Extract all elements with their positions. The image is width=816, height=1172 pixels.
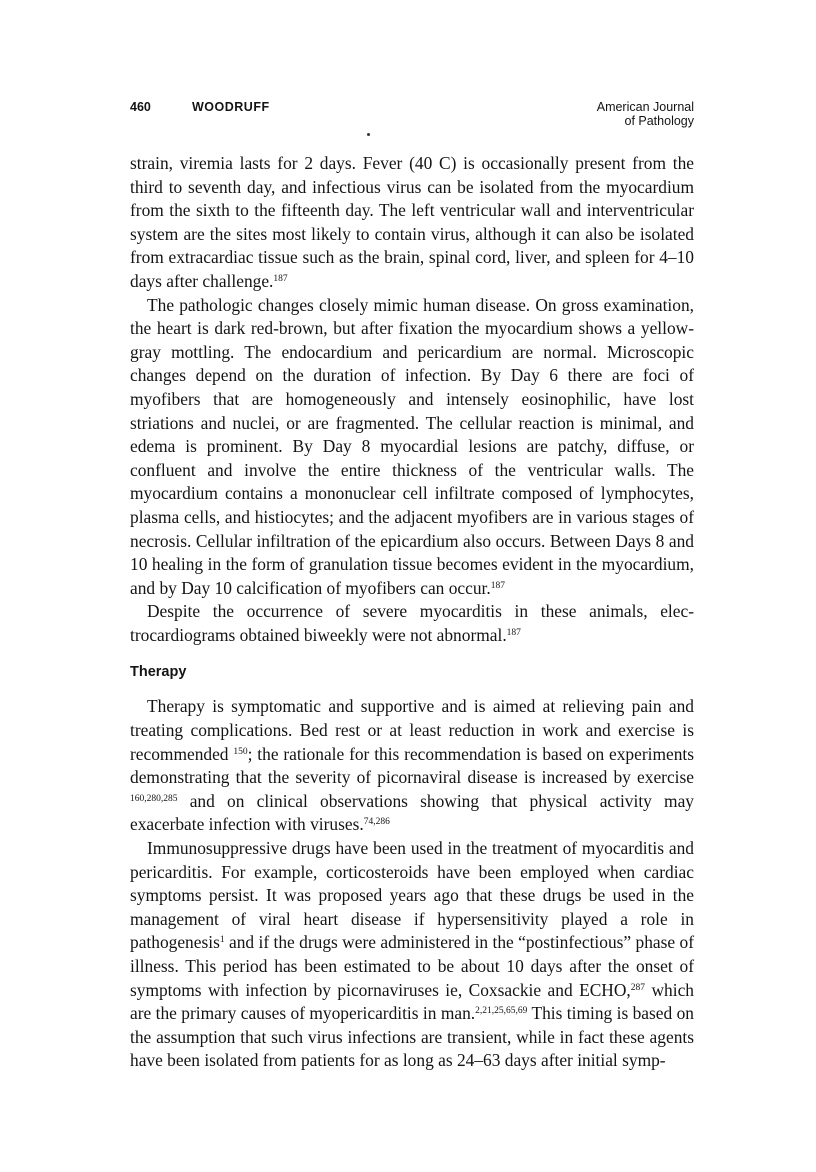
paragraph-text: Therapy is symptomatic and supportive and is aimed at relieving pain and treating complications. Bed rest or at least reduction in work and exercise is recommended: [130, 696, 694, 764]
paragraph-viremia: [130, 152, 694, 294]
reference-superscript: 187: [506, 627, 521, 638]
journal-name: [597, 100, 694, 128]
paragraph-electrocardiograms: [130, 600, 694, 647]
running-header: [130, 100, 694, 142]
journal-page: [130, 100, 695, 1071]
paragraph-immunosuppressive: [130, 837, 694, 1073]
speck-mark: [367, 133, 370, 136]
reference-superscript: 74,286: [363, 817, 390, 828]
section-heading-therapy: Therapy: [130, 664, 187, 681]
reference-superscript: 160,280,285: [130, 793, 178, 804]
paragraph-text: and if the drugs were administered in the “postinfectious” phase of illness. This period has been estimated to be about 10 days after the onset of symptoms with infection by picornaviruses ie, Coxsackie and ECHO,: [130, 932, 694, 1000]
reference-superscript: 187: [490, 580, 505, 591]
reference-superscript: 1: [219, 935, 225, 946]
paragraph-text: and on clinical observations showing that physical activity may exacerbate infection with viruses.: [130, 790, 694, 835]
reference-superscript: 2,21,25,65,69: [475, 1006, 528, 1017]
paragraph-text: Immunosuppressive drugs have been used in the treatment of myocarditis and pericarditis. For example, corticosteroids have been employed when cardiac symptoms persist. It was proposed years ago that these drugs be used in the management of viral heart disease if hypersensitivity played a role in pathogenesis: [130, 838, 694, 953]
running-author: WOODRUFF: [192, 100, 270, 114]
page-number: 460: [130, 100, 151, 114]
paragraph-text: Despite the occurrence of severe myocarditis in these animals, electrocardiograms obtained biweekly were not abnormal.: [130, 601, 694, 645]
paragraph-text: This timing is based on the assumption that such virus infections are transient, while in fact these agents have been isolated from patients for as long as 24–63 days after initial symp-: [130, 1003, 695, 1071]
paragraph-pathologic-changes: [130, 294, 694, 601]
reference-superscript: 150: [233, 746, 248, 757]
reference-superscript: 287: [630, 982, 646, 993]
paragraph-text: ; the rationale for this recommendation is based on experiments demonstrating that the severity of picornaviral disease is increased by exercise: [130, 743, 694, 788]
reference-superscript: 187: [273, 273, 288, 284]
journal-name-line2: of Pathology: [624, 114, 694, 128]
paragraph-text: The pathologic changes closely mimic human disease. On gross examination, the heart is dark red-brown, but after fixation the myocardium shows a yellow-gray mottling. The endocardium and pericardium are normal. Microscopic changes depend on the duration of infection. By Day 6 there are foci of myofibers that are homogeneously and intensely eosinophilic, have lost striations and nuclei, or are fragmented. The cellular reaction is minimal, and edema is prominent. By Day 8 myocardial lesions are patchy, diffuse, or confluent and involve the entire thickness of the ventricular walls. The myocardium contains a mononuclear cell infiltrate composed of lymphocytes, plasma cells, and histiocytes; and the adjacent myofibers are in various stages of necrosis. Cellular infiltration of the epicardium also occurs. Between Days 8 and 10 healing in the form of granulation tissue becomes evident in the myocardium, and by Day 10 calcification of myofibers can occur.: [130, 294, 694, 598]
paragraph-text: strain, viremia lasts for 2 days. Fever (40 C) is occasionally present from the third to seventh day, and infectious virus can be isolated from the myocardium from the sixth to the fifteenth day. The left ventricular wall and interventricular system are the sites most likely to contain virus, although it can also be isolated from extracardiac tissue such as the brain, spinal cord, liver, and spleen for 4–10 days after challenge.: [130, 153, 694, 291]
article-body: [130, 152, 694, 1073]
paragraph-text: which are the primary causes of myopericarditis in man.: [130, 979, 694, 1024]
paragraph-therapy: [130, 695, 694, 837]
journal-name-line1: American Journal: [596, 100, 694, 114]
